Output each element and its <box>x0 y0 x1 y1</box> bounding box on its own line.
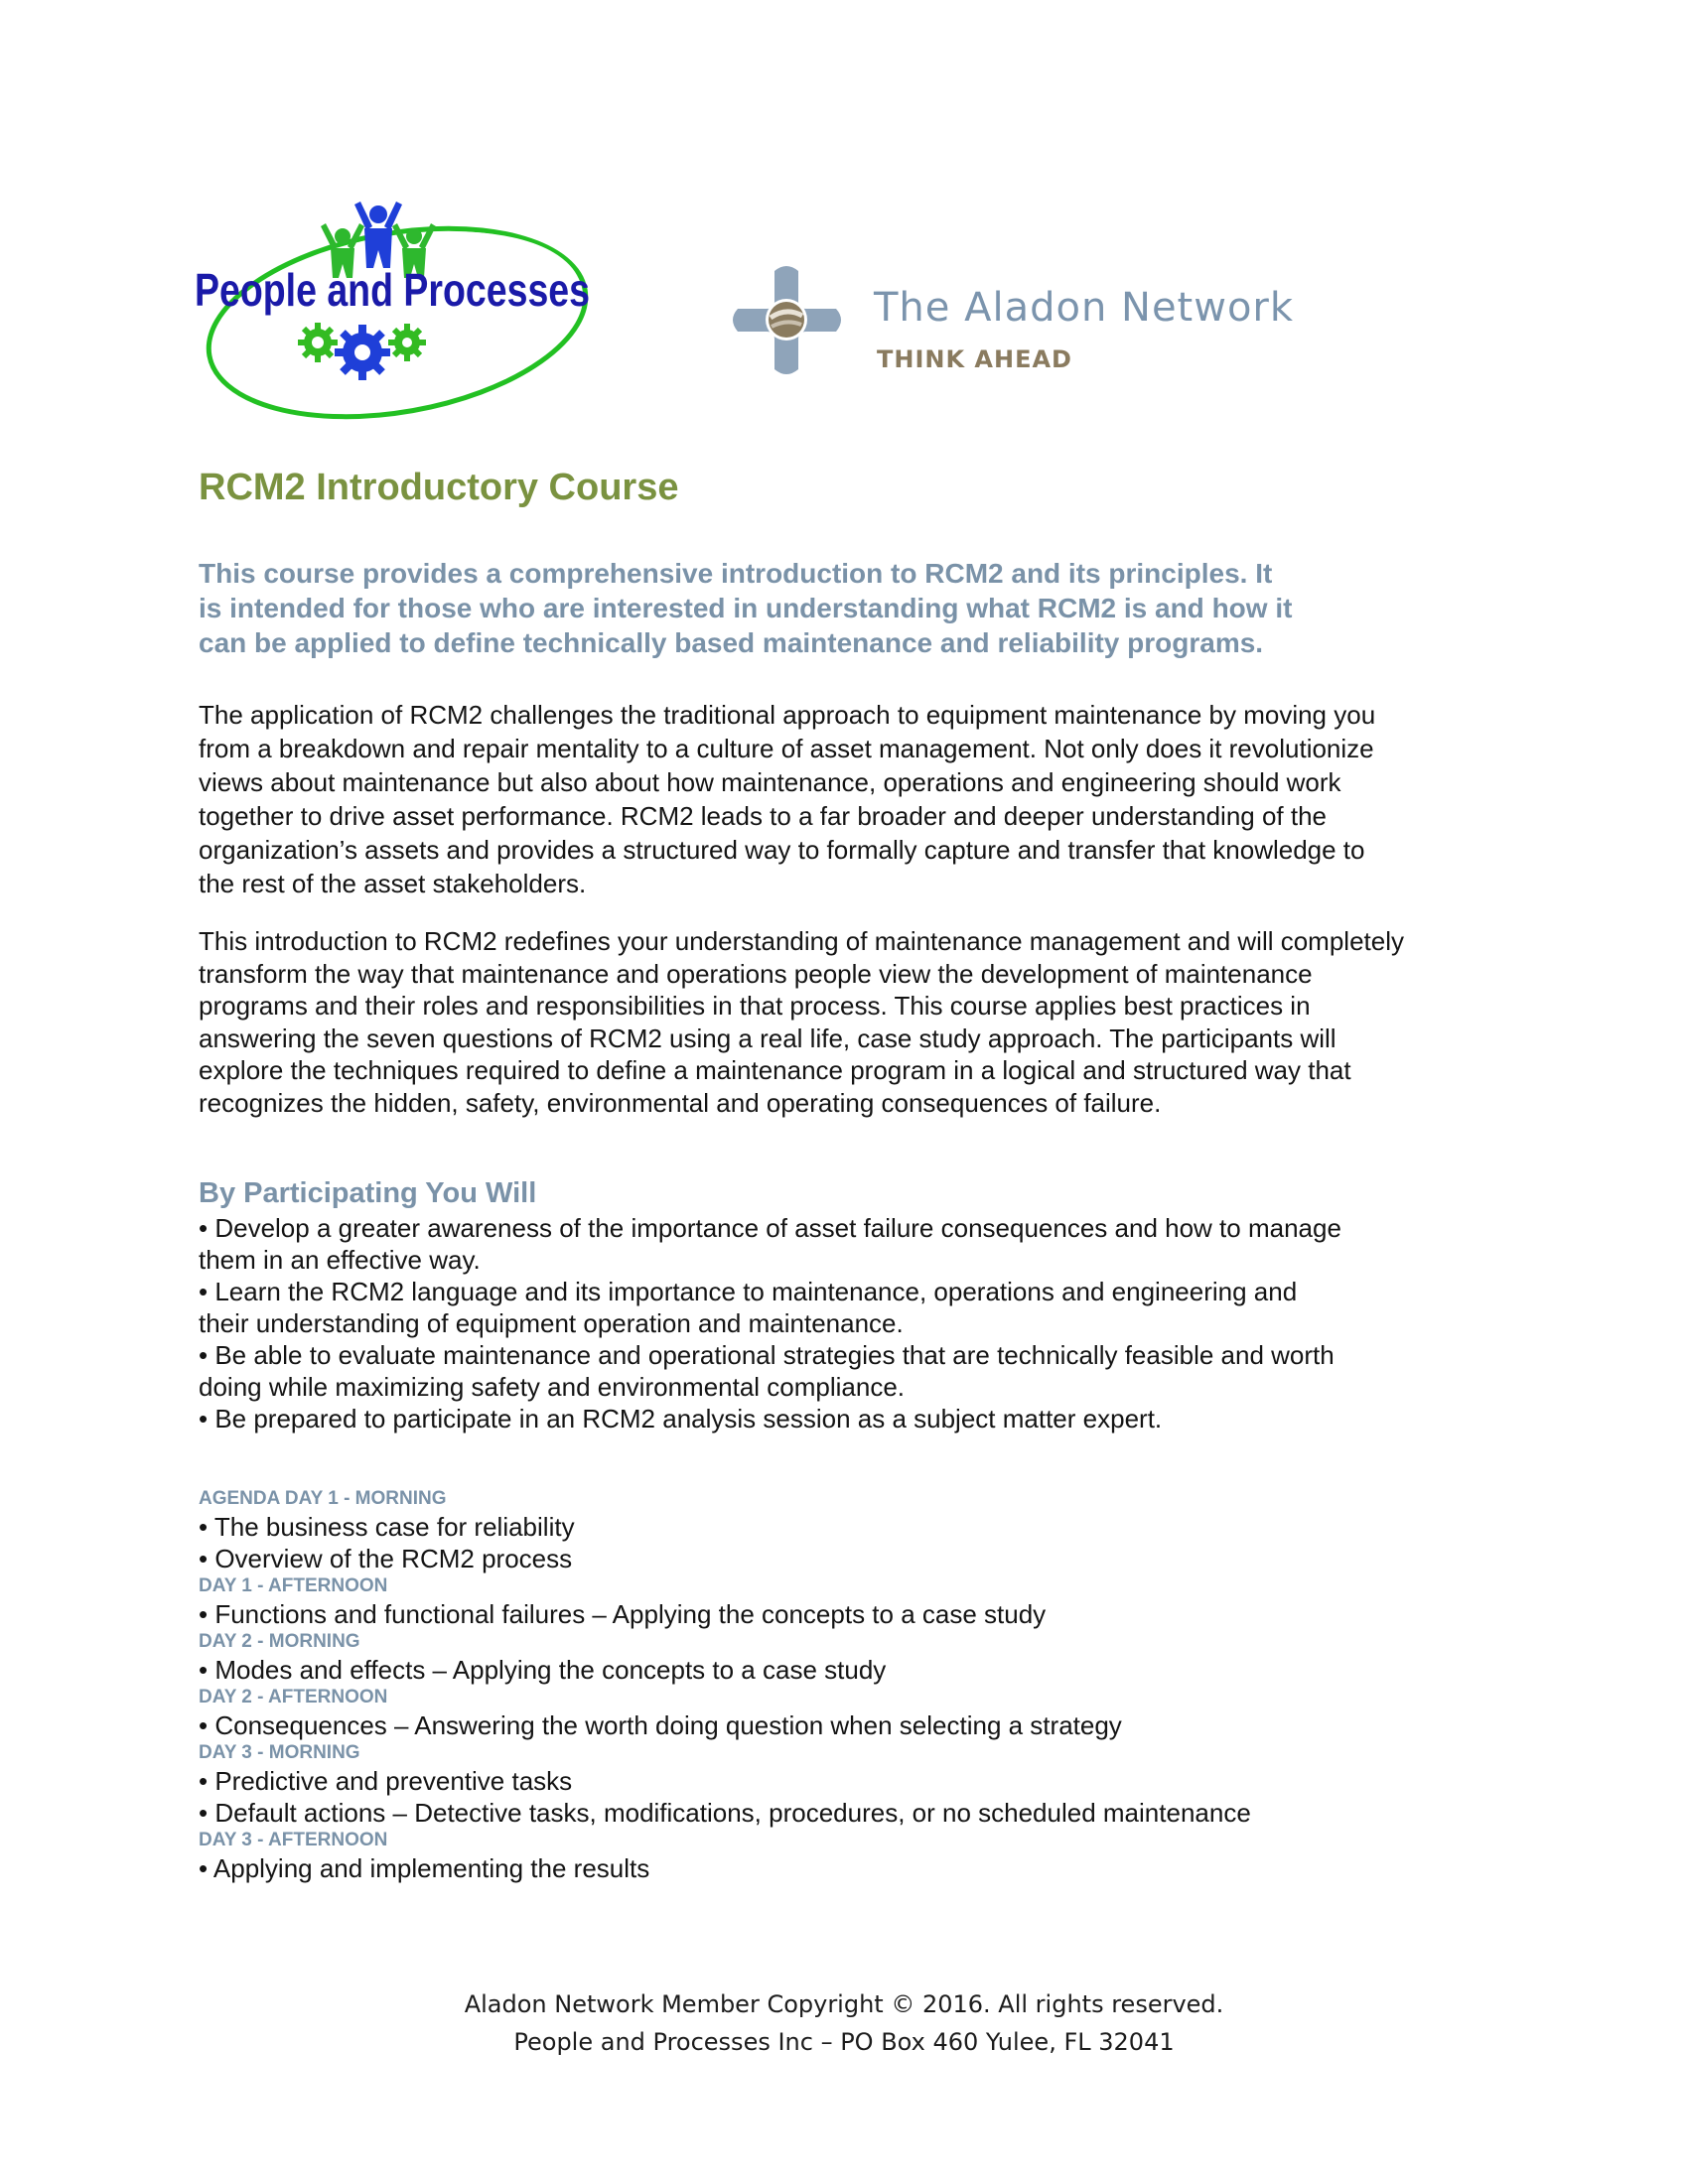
aladon-cross-icon <box>730 263 844 377</box>
agenda-item: • Overview of the RCM2 process <box>199 1544 573 1573</box>
agenda <box>199 1487 1489 1884</box>
aladon-name: The Aladon Network <box>874 285 1295 331</box>
agenda-day-heading: AGENDA DAY 1 - MORNING <box>199 1488 447 1509</box>
list-item: • Develop a greater awareness of the importance of asset failure consequences and how to manage <box>199 1213 1341 1243</box>
paragraph-line: answering the seven questions of RCM2 using a real life, case study approach. The participants will <box>199 1023 1336 1053</box>
list-item: their understanding of equipment operation and maintenance. <box>199 1308 904 1338</box>
page-title: RCM2 Introductory Course <box>199 467 679 508</box>
body-paragraph-1 <box>199 698 1489 900</box>
list-item: • Be prepared to participate in an RCM2 analysis session as a subject matter expert. <box>199 1404 1163 1433</box>
list-item: them in an effective way. <box>199 1245 481 1275</box>
aladon-network-logo <box>730 263 1326 377</box>
paragraph-line: together to drive asset performance. RCM2 leads to a far broader and deeper understanding of the <box>199 801 1328 831</box>
agenda-item: • Default actions – Detective tasks, modifications, procedures, or no scheduled maintenance <box>199 1798 1251 1828</box>
agenda-item: • Consequences – Answering the worth doing question when selecting a strategy <box>199 1710 1122 1740</box>
agenda-day-heading: DAY 3 - AFTERNOON <box>199 1830 388 1850</box>
people-and-processes-logo <box>194 199 611 422</box>
paragraph-line: The application of RCM2 challenges the traditional approach to equipment maintenance by moving you <box>199 700 1376 730</box>
paragraph-line: explore the techniques required to define a maintenance program in a logical and structured way that <box>199 1055 1351 1085</box>
agenda-item: • The business case for reliability <box>199 1512 575 1542</box>
paragraph-line: from a breakdown and repair mentality to a culture of asset management. Not only does it revolutionize <box>199 734 1374 763</box>
agenda-day-heading: DAY 1 - AFTERNOON <box>199 1575 388 1596</box>
intro-line: can be applied to define technically based maintenance and reliability programs. <box>199 627 1264 658</box>
list-item: • Be able to evaluate maintenance and operational strategies that are technically feasible and worth <box>199 1340 1335 1370</box>
agenda-item: • Predictive and preventive tasks <box>199 1766 573 1796</box>
agenda-item: • Functions and functional failures – Applying the concepts to a case study <box>199 1599 1047 1629</box>
gear-icon <box>388 324 426 361</box>
aladon-tagline: THINK AHEAD <box>877 345 1072 373</box>
paragraph-line: transform the way that maintenance and operations people view the development of maintenance <box>199 958 1313 989</box>
agenda-item: • Modes and effects – Applying the concepts to a case study <box>199 1655 887 1685</box>
people-gears-logo-graphic <box>194 199 611 422</box>
paragraph-line: the rest of the asset stakeholders. <box>199 869 587 898</box>
list-item: • Learn the RCM2 language and its importance to maintenance, operations and engineering and <box>199 1277 1298 1306</box>
intro-summary <box>199 556 1440 660</box>
gear-icon <box>298 323 338 362</box>
agenda-day-heading: DAY 3 - MORNING <box>199 1742 360 1763</box>
participating-heading: By Participating You Will <box>199 1177 537 1209</box>
logo-text: People and Processes <box>195 264 590 316</box>
intro-line: This course provides a comprehensive introduction to RCM2 and its principles. It <box>199 558 1273 589</box>
list-item: doing while maximizing safety and environmental compliance. <box>199 1372 906 1402</box>
participating-list <box>199 1212 1489 1434</box>
paragraph-line: This introduction to RCM2 redefines your understanding of maintenance management and will completely <box>199 926 1404 956</box>
gear-icon <box>335 325 390 380</box>
agenda-day-heading: DAY 2 - MORNING <box>199 1631 360 1652</box>
paragraph-line: views about maintenance but also about how maintenance, operations and engineering should work <box>199 767 1341 797</box>
footer-copyright: Aladon Network Member Copyright © 2016. All rights reserved. <box>464 1990 1224 2018</box>
paragraph-line: programs and their roles and responsibilities in that process. This course applies best practices in <box>199 991 1311 1021</box>
paragraph-line: organization’s assets and provides a structured way to formally capture and transfer that knowledge to <box>199 835 1365 865</box>
body-paragraph-2 <box>199 925 1489 1119</box>
intro-line: is intended for those who are interested in understanding what RCM2 is and how it <box>199 593 1293 623</box>
agenda-item: • Applying and implementing the results <box>199 1853 650 1883</box>
paragraph-line: recognizes the hidden, safety, environmental and operating consequences of failure. <box>199 1087 1162 1118</box>
footer-address: People and Processes Inc – PO Box 460 Yulee, FL 32041 <box>513 2028 1175 2056</box>
agenda-day-heading: DAY 2 - AFTERNOON <box>199 1687 388 1707</box>
